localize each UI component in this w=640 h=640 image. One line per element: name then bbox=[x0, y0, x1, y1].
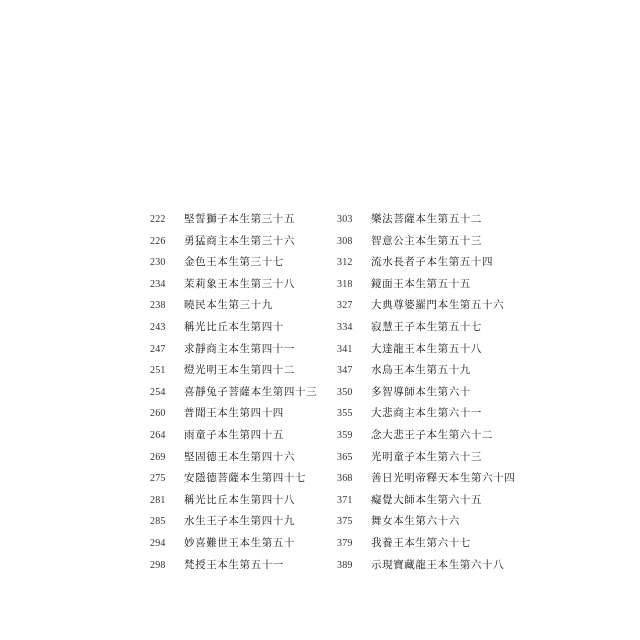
toc-entry bbox=[150, 360, 350, 382]
toc-page-number: 230 bbox=[150, 257, 166, 269]
toc-page-number: 251 bbox=[150, 365, 166, 377]
toc-entry bbox=[150, 382, 350, 404]
toc-entry bbox=[337, 317, 527, 339]
toc-entry-title: 大悲商主本生第六十一 bbox=[371, 407, 482, 420]
toc-entry-title: 鏡面王本生第五十五 bbox=[371, 277, 471, 290]
toc-entry-title: 燈光明王本生第四十二 bbox=[184, 364, 295, 377]
toc-entry-title: 水生王子本生第四十九 bbox=[184, 515, 295, 528]
toc-entry bbox=[150, 231, 350, 253]
toc-entry bbox=[337, 231, 527, 253]
toc-entry-title: 稱光比丘本生第四十八 bbox=[184, 493, 295, 506]
toc-entry-title: 樂法菩薩本生第五十二 bbox=[371, 213, 482, 225]
toc-entry bbox=[337, 252, 527, 274]
toc-entry bbox=[150, 403, 350, 425]
toc-entry bbox=[337, 468, 527, 490]
toc-page-number: 312 bbox=[337, 257, 353, 269]
toc-entry bbox=[150, 295, 350, 317]
toc-page-number: 298 bbox=[150, 559, 166, 571]
toc-entry-title: 大達龍王本生第五十八 bbox=[371, 342, 482, 355]
toc-entry-title: 念大悲王子本生第六十二 bbox=[371, 428, 494, 441]
toc-entry-title: 普聞王本生第四十四 bbox=[184, 407, 284, 420]
toc-page-number: 243 bbox=[150, 321, 166, 333]
toc-page-number: 359 bbox=[337, 429, 353, 441]
toc-entry bbox=[150, 490, 350, 512]
toc-entry bbox=[337, 425, 527, 447]
toc-page-number: 254 bbox=[150, 386, 166, 398]
toc-entry bbox=[337, 295, 527, 317]
toc-entry-title: 示現寶藏龍王本生第六十八 bbox=[371, 558, 505, 571]
toc-entry-title: 稱光比丘本生第四十 bbox=[184, 320, 284, 333]
toc-entry-title: 茉莉象王本生第三十八 bbox=[184, 277, 295, 290]
toc-entry-title: 曉民本生第三十九 bbox=[184, 299, 273, 312]
toc-entry bbox=[337, 555, 527, 577]
toc-page-number: 222 bbox=[150, 214, 166, 225]
toc-entry-title: 梵授王本生第五十一 bbox=[184, 558, 284, 571]
toc-page-number: 294 bbox=[150, 537, 166, 549]
toc-entry bbox=[337, 209, 527, 231]
toc-entry-title: 堅固德王本生第四十六 bbox=[184, 450, 295, 463]
toc-entry bbox=[337, 403, 527, 425]
toc-entry-title: 我養王本生第六十七 bbox=[371, 536, 471, 549]
toc-page-number: 341 bbox=[337, 343, 353, 355]
toc-entry bbox=[337, 382, 527, 404]
toc-entry-title: 安隱德菩薩本生第四十七 bbox=[184, 472, 307, 485]
toc-entry bbox=[150, 317, 350, 339]
toc-page-number: 238 bbox=[150, 300, 166, 312]
toc-page-number: 334 bbox=[337, 321, 353, 333]
toc-page-number: 234 bbox=[150, 278, 166, 290]
toc-entry-title: 流水長者子本生第五十四 bbox=[371, 256, 494, 269]
toc-entry-title: 水鳥王本生第五十九 bbox=[371, 364, 471, 377]
toc-entry bbox=[150, 339, 350, 361]
toc-entry bbox=[337, 511, 527, 533]
toc-page-number: 379 bbox=[337, 537, 353, 549]
toc-column-left bbox=[150, 209, 350, 576]
toc-entry bbox=[337, 533, 527, 555]
toc-entry bbox=[150, 447, 350, 469]
toc-entry-title: 癡覺大師本生第六十五 bbox=[371, 493, 482, 506]
toc-page-number: 375 bbox=[337, 516, 353, 528]
toc-entry bbox=[150, 468, 350, 490]
toc-page-number: 308 bbox=[337, 235, 353, 247]
toc-entry-title: 妙喜難世王本生第五十 bbox=[184, 536, 295, 549]
toc-column-right bbox=[337, 209, 527, 576]
toc-entry bbox=[150, 252, 350, 274]
toc-entry-title: 善日光明帝釋天本生第六十四 bbox=[371, 472, 516, 485]
toc-entry bbox=[150, 274, 350, 296]
toc-page-number: 350 bbox=[337, 386, 353, 398]
toc-page-number: 318 bbox=[337, 278, 353, 290]
toc-entry-title: 金色王本生第三十七 bbox=[184, 256, 284, 269]
toc-entry bbox=[150, 533, 350, 555]
toc-entry-title: 智意公主本生第五十三 bbox=[371, 234, 482, 247]
toc-entry-title: 大典尊婆羅門本生第五十六 bbox=[371, 299, 505, 312]
toc-entry bbox=[337, 339, 527, 361]
toc-page-number: 347 bbox=[337, 365, 353, 377]
toc-page-number: 327 bbox=[337, 300, 353, 312]
toc-entry-title: 堅誓獅子本生第三十五 bbox=[184, 213, 295, 225]
toc-entry-title: 勇猛商主本生第三十六 bbox=[184, 234, 295, 247]
toc-entry bbox=[337, 360, 527, 382]
toc-page-number: 275 bbox=[150, 473, 166, 485]
toc-page-number: 247 bbox=[150, 343, 166, 355]
toc-entry-title: 多智導師本生第六十 bbox=[371, 385, 471, 398]
toc-entry-title: 光明童子本生第六十三 bbox=[371, 450, 482, 463]
toc-entry bbox=[150, 425, 350, 447]
toc-page-number: 355 bbox=[337, 408, 353, 420]
toc-entry bbox=[337, 490, 527, 512]
toc-page-number: 285 bbox=[150, 516, 166, 528]
toc-page-number: 389 bbox=[337, 559, 353, 571]
toc-page-number: 269 bbox=[150, 451, 166, 463]
toc-page-number: 281 bbox=[150, 494, 166, 506]
toc-entry-title: 寂慧王子本生第五十七 bbox=[371, 320, 482, 333]
toc-page-number: 226 bbox=[150, 235, 166, 247]
toc-page-number: 264 bbox=[150, 429, 166, 441]
toc-entry-title: 舞女本生第六十六 bbox=[371, 515, 460, 528]
toc-entry-title: 求靜商主本生第四十一 bbox=[184, 342, 295, 355]
toc-entry bbox=[150, 209, 350, 231]
toc-page-number: 260 bbox=[150, 408, 166, 420]
toc-page-number: 303 bbox=[337, 214, 353, 225]
toc-page-number: 371 bbox=[337, 494, 353, 506]
toc-entry bbox=[150, 511, 350, 533]
toc-page-number: 365 bbox=[337, 451, 353, 463]
toc-entry-title: 雨童子本生第四十五 bbox=[184, 428, 284, 441]
toc-entry bbox=[337, 274, 527, 296]
toc-entry bbox=[337, 447, 527, 469]
toc-entry-title: 喜靜兔子菩薩本生第四十三 bbox=[184, 385, 318, 398]
toc-page-number: 368 bbox=[337, 473, 353, 485]
toc-entry bbox=[150, 555, 350, 577]
